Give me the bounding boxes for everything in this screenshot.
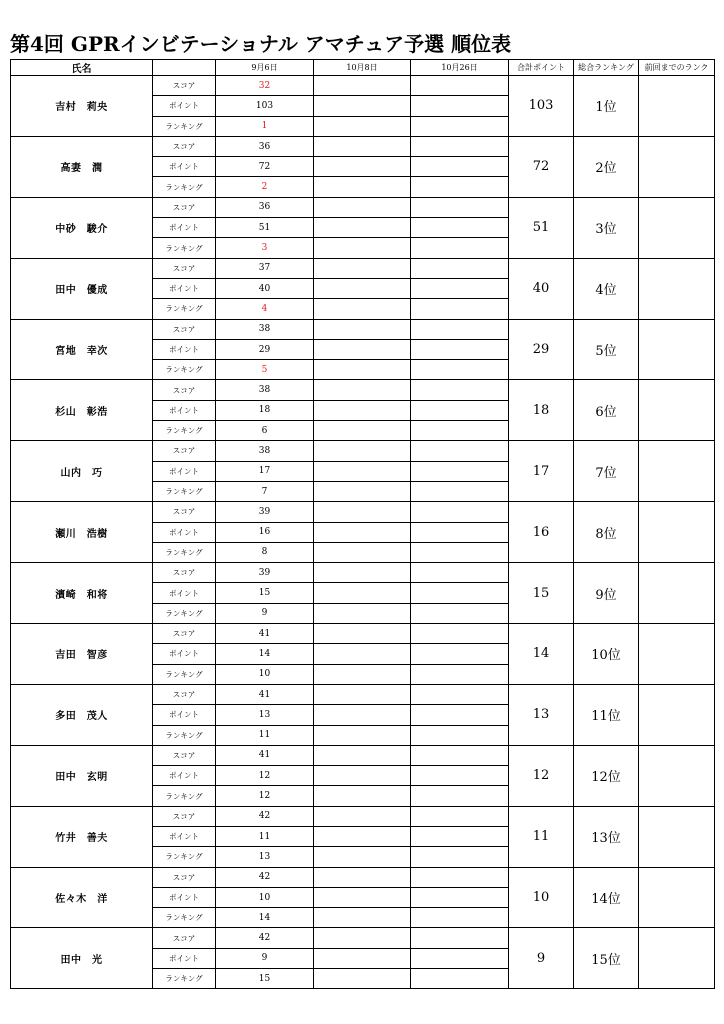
round1-ranking: 5 (216, 360, 314, 380)
round3-point (411, 826, 509, 846)
overall-rank: 5位 (574, 319, 639, 380)
round1-point: 9 (216, 948, 314, 968)
round3-score (411, 319, 509, 339)
row-label-point: ポイント (153, 887, 216, 907)
row-label-point: ポイント (153, 522, 216, 542)
total-points: 29 (509, 319, 574, 380)
round3-score (411, 197, 509, 217)
previous-rank (639, 806, 715, 867)
round3-ranking (411, 969, 509, 989)
round1-score: 42 (216, 867, 314, 887)
player-name: 吉田 智彦 (11, 624, 153, 685)
round3-ranking (411, 542, 509, 562)
round2-score (314, 684, 411, 704)
overall-rank: 2位 (574, 136, 639, 197)
player-name: 田中 光 (11, 928, 153, 989)
player-row-score (11, 380, 715, 400)
round1-score: 38 (216, 319, 314, 339)
round2-score (314, 563, 411, 583)
player-name: 多田 茂人 (11, 684, 153, 745)
round1-ranking: 14 (216, 908, 314, 928)
round3-score (411, 867, 509, 887)
round2-ranking (314, 603, 411, 623)
header-overall-rank: 総合ランキング (574, 60, 639, 76)
total-points: 14 (509, 624, 574, 685)
round2-point (314, 339, 411, 359)
round2-point (314, 400, 411, 420)
round1-point: 29 (216, 339, 314, 359)
standings-table (10, 59, 715, 989)
round1-point: 72 (216, 157, 314, 177)
player-name: 中砂 駿介 (11, 197, 153, 258)
round1-ranking: 6 (216, 421, 314, 441)
round3-score (411, 76, 509, 96)
round2-score (314, 441, 411, 461)
overall-rank: 1位 (574, 76, 639, 137)
overall-rank: 14位 (574, 867, 639, 928)
row-label-ranking: ランキング (153, 542, 216, 562)
round2-ranking (314, 542, 411, 562)
round2-score (314, 380, 411, 400)
round1-score: 39 (216, 563, 314, 583)
row-label-ranking: ランキング (153, 664, 216, 684)
total-points: 103 (509, 76, 574, 137)
round2-point (314, 157, 411, 177)
round2-point (314, 278, 411, 298)
header-total: 合計ポイント (509, 60, 574, 76)
row-label-score: スコア (153, 867, 216, 887)
round2-score (314, 867, 411, 887)
previous-rank (639, 136, 715, 197)
row-label-score: スコア (153, 76, 216, 96)
total-points: 17 (509, 441, 574, 502)
round1-ranking: 2 (216, 177, 314, 197)
round1-score: 42 (216, 806, 314, 826)
player-row-score (11, 76, 715, 96)
round1-ranking: 10 (216, 664, 314, 684)
row-label-ranking: ランキング (153, 421, 216, 441)
round2-score (314, 806, 411, 826)
overall-rank: 12位 (574, 745, 639, 806)
round3-ranking (411, 908, 509, 928)
previous-rank (639, 502, 715, 563)
round3-ranking (411, 421, 509, 441)
row-label-score: スコア (153, 928, 216, 948)
round2-score (314, 76, 411, 96)
previous-rank (639, 380, 715, 441)
previous-rank (639, 684, 715, 745)
round3-point (411, 644, 509, 664)
round2-ranking (314, 299, 411, 319)
row-label-score: スコア (153, 441, 216, 461)
row-label-ranking: ランキング (153, 481, 216, 501)
round2-point (314, 948, 411, 968)
row-label-point: ポイント (153, 400, 216, 420)
player-row-score (11, 624, 715, 644)
round1-score: 41 (216, 745, 314, 765)
round1-score: 37 (216, 258, 314, 278)
row-label-score: スコア (153, 136, 216, 156)
round3-ranking (411, 360, 509, 380)
row-label-ranking: ランキング (153, 360, 216, 380)
total-points: 18 (509, 380, 574, 441)
round3-point (411, 461, 509, 481)
round3-ranking (411, 177, 509, 197)
round1-ranking: 12 (216, 786, 314, 806)
overall-rank: 15位 (574, 928, 639, 989)
round2-point (314, 644, 411, 664)
round3-point (411, 522, 509, 542)
round3-ranking (411, 299, 509, 319)
round3-point (411, 157, 509, 177)
row-label-ranking: ランキング (153, 969, 216, 989)
round1-score: 39 (216, 502, 314, 522)
overall-rank: 3位 (574, 197, 639, 258)
page-title: 第4回 GPRインビテーショナル アマチュア予選 順位表 (10, 32, 512, 56)
player-row-score (11, 258, 715, 278)
player-row-score (11, 928, 715, 948)
round1-score: 41 (216, 684, 314, 704)
player-name: 吉村 莉央 (11, 76, 153, 137)
overall-rank: 11位 (574, 684, 639, 745)
total-points: 40 (509, 258, 574, 319)
player-row-score (11, 745, 715, 765)
round1-point: 51 (216, 218, 314, 238)
total-points: 9 (509, 928, 574, 989)
total-points: 72 (509, 136, 574, 197)
round1-ranking: 8 (216, 542, 314, 562)
round1-ranking: 9 (216, 603, 314, 623)
round1-point: 40 (216, 278, 314, 298)
round2-point (314, 522, 411, 542)
round2-ranking (314, 360, 411, 380)
round2-ranking (314, 847, 411, 867)
round3-score (411, 380, 509, 400)
row-label-point: ポイント (153, 339, 216, 359)
round3-ranking (411, 847, 509, 867)
round3-point (411, 218, 509, 238)
previous-rank (639, 928, 715, 989)
player-row-score (11, 136, 715, 156)
row-label-score: スコア (153, 380, 216, 400)
round1-score: 41 (216, 624, 314, 644)
row-label-point: ポイント (153, 705, 216, 725)
round1-point: 18 (216, 400, 314, 420)
round1-score: 42 (216, 928, 314, 948)
round2-score (314, 197, 411, 217)
round2-score (314, 502, 411, 522)
row-label-score: スコア (153, 319, 216, 339)
round3-score (411, 745, 509, 765)
round3-point (411, 96, 509, 116)
row-label-point: ポイント (153, 583, 216, 603)
row-label-ranking: ランキング (153, 238, 216, 258)
round1-point: 11 (216, 826, 314, 846)
previous-rank (639, 76, 715, 137)
round3-point (411, 583, 509, 603)
player-name: 田中 玄明 (11, 745, 153, 806)
round3-ranking (411, 786, 509, 806)
round2-point (314, 705, 411, 725)
round1-ranking: 13 (216, 847, 314, 867)
overall-rank: 13位 (574, 806, 639, 867)
row-label-score: スコア (153, 563, 216, 583)
row-label-point: ポイント (153, 96, 216, 116)
header-row (11, 60, 715, 76)
round3-score (411, 502, 509, 522)
round2-point (314, 887, 411, 907)
round1-score: 38 (216, 380, 314, 400)
header-blank (153, 60, 216, 76)
row-label-ranking: ランキング (153, 908, 216, 928)
previous-rank (639, 441, 715, 502)
overall-rank: 4位 (574, 258, 639, 319)
row-label-score: スコア (153, 624, 216, 644)
round1-point: 10 (216, 887, 314, 907)
round3-score (411, 624, 509, 644)
row-label-score: スコア (153, 197, 216, 217)
overall-rank: 9位 (574, 563, 639, 624)
header-name: 氏名 (11, 60, 153, 76)
round1-point: 13 (216, 705, 314, 725)
player-name: 瀬川 浩樹 (11, 502, 153, 563)
player-row-score (11, 441, 715, 461)
round2-ranking (314, 969, 411, 989)
row-label-point: ポイント (153, 766, 216, 786)
round1-point: 12 (216, 766, 314, 786)
round3-point (411, 705, 509, 725)
round2-ranking (314, 177, 411, 197)
row-label-point: ポイント (153, 461, 216, 481)
row-label-ranking: ランキング (153, 603, 216, 623)
round2-point (314, 583, 411, 603)
total-points: 15 (509, 563, 574, 624)
header-prev-rank: 前回までのランク (639, 60, 715, 76)
row-label-point: ポイント (153, 278, 216, 298)
row-label-score: スコア (153, 745, 216, 765)
player-row-score (11, 319, 715, 339)
round3-score (411, 136, 509, 156)
player-row-score (11, 197, 715, 217)
row-label-ranking: ランキング (153, 847, 216, 867)
round2-point (314, 218, 411, 238)
row-label-ranking: ランキング (153, 177, 216, 197)
row-label-score: スコア (153, 806, 216, 826)
round3-ranking (411, 725, 509, 745)
row-label-ranking: ランキング (153, 299, 216, 319)
round1-point: 16 (216, 522, 314, 542)
total-points: 51 (509, 197, 574, 258)
row-label-point: ポイント (153, 644, 216, 664)
player-row-score (11, 502, 715, 522)
row-label-point: ポイント (153, 218, 216, 238)
round1-score: 36 (216, 136, 314, 156)
round1-ranking: 4 (216, 299, 314, 319)
total-points: 10 (509, 867, 574, 928)
round2-point (314, 826, 411, 846)
player-row-score (11, 867, 715, 887)
round3-score (411, 441, 509, 461)
player-name: 佐々木 洋 (11, 867, 153, 928)
round2-score (314, 319, 411, 339)
round2-ranking (314, 908, 411, 928)
player-row-score (11, 563, 715, 583)
player-name: 宮地 幸次 (11, 319, 153, 380)
round3-score (411, 806, 509, 826)
player-name: 高妻 潤 (11, 136, 153, 197)
round3-point (411, 339, 509, 359)
round2-score (314, 745, 411, 765)
round1-ranking: 3 (216, 238, 314, 258)
round1-score: 36 (216, 197, 314, 217)
player-name: 田中 優成 (11, 258, 153, 319)
total-points: 13 (509, 684, 574, 745)
round3-score (411, 563, 509, 583)
round1-ranking: 15 (216, 969, 314, 989)
round1-ranking: 1 (216, 116, 314, 136)
round3-ranking (411, 238, 509, 258)
player-name: 濱崎 和将 (11, 563, 153, 624)
header-date2: 10月8日 (314, 60, 411, 76)
round2-score (314, 258, 411, 278)
round3-point (411, 948, 509, 968)
round3-score (411, 258, 509, 278)
player-row-score (11, 806, 715, 826)
round3-point (411, 278, 509, 298)
player-name: 山内 巧 (11, 441, 153, 502)
round2-score (314, 624, 411, 644)
round1-point: 17 (216, 461, 314, 481)
round1-ranking: 11 (216, 725, 314, 745)
round2-ranking (314, 725, 411, 745)
row-label-score: スコア (153, 502, 216, 522)
round3-ranking (411, 481, 509, 501)
previous-rank (639, 624, 715, 685)
overall-rank: 7位 (574, 441, 639, 502)
round3-score (411, 684, 509, 704)
round2-ranking (314, 116, 411, 136)
round2-ranking (314, 664, 411, 684)
round3-point (411, 400, 509, 420)
player-name: 杉山 彰浩 (11, 380, 153, 441)
row-label-point: ポイント (153, 948, 216, 968)
row-label-ranking: ランキング (153, 725, 216, 745)
round2-point (314, 461, 411, 481)
previous-rank (639, 867, 715, 928)
previous-rank (639, 319, 715, 380)
header-date1: 9月6日 (216, 60, 314, 76)
round1-point: 103 (216, 96, 314, 116)
overall-rank: 8位 (574, 502, 639, 563)
round2-score (314, 928, 411, 948)
round2-point (314, 96, 411, 116)
player-row-score (11, 684, 715, 704)
round1-point: 14 (216, 644, 314, 664)
round2-ranking (314, 421, 411, 441)
round2-ranking (314, 481, 411, 501)
previous-rank (639, 563, 715, 624)
round1-score: 38 (216, 441, 314, 461)
row-label-ranking: ランキング (153, 116, 216, 136)
total-points: 11 (509, 806, 574, 867)
round3-ranking (411, 603, 509, 623)
round3-ranking (411, 664, 509, 684)
row-label-ranking: ランキング (153, 786, 216, 806)
total-points: 16 (509, 502, 574, 563)
row-label-score: スコア (153, 258, 216, 278)
round1-score: 32 (216, 76, 314, 96)
round1-ranking: 7 (216, 481, 314, 501)
header-date3: 10月26日 (411, 60, 509, 76)
previous-rank (639, 197, 715, 258)
round1-point: 15 (216, 583, 314, 603)
round2-ranking (314, 786, 411, 806)
overall-rank: 6位 (574, 380, 639, 441)
overall-rank: 10位 (574, 624, 639, 685)
round3-point (411, 887, 509, 907)
round2-point (314, 766, 411, 786)
round3-point (411, 766, 509, 786)
previous-rank (639, 745, 715, 806)
round3-score (411, 928, 509, 948)
row-label-score: スコア (153, 684, 216, 704)
total-points: 12 (509, 745, 574, 806)
row-label-point: ポイント (153, 157, 216, 177)
round3-ranking (411, 116, 509, 136)
row-label-point: ポイント (153, 826, 216, 846)
round2-ranking (314, 238, 411, 258)
player-name: 竹井 善夫 (11, 806, 153, 867)
previous-rank (639, 258, 715, 319)
round2-score (314, 136, 411, 156)
